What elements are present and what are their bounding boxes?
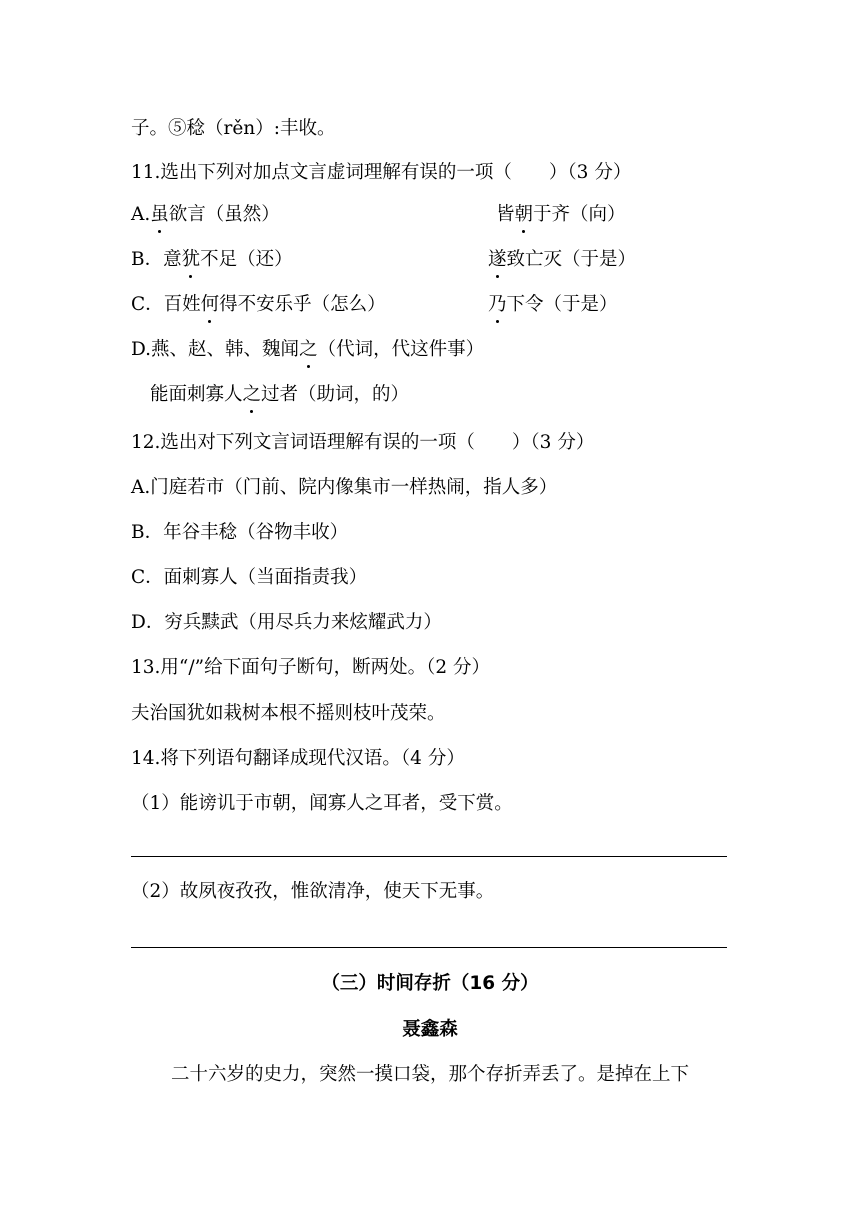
q11-option-a-second: 皆朝于齐（向） <box>496 204 626 225</box>
question-14: 14.将下列语句翻译成现代汉语。（4 分） <box>131 748 465 769</box>
emphasis-dot-char: 虽 <box>150 204 169 225</box>
q14-item-1: （1）能谤讥于市朝，闻寡人之耳者，受下赏。 <box>131 793 513 814</box>
q11-option-a: A.虽欲言（虽然） <box>131 204 280 225</box>
q12-option-a: A.门庭若市（门前、院内像集市一样热闹，指人多） <box>131 477 558 498</box>
answer-line-2 <box>131 947 727 948</box>
q13-sentence: 夫治国犹如栽树本根不摇则枝叶茂荣。 <box>131 703 446 724</box>
q12-option-c: C．面刺寡人（当面指责我） <box>131 567 368 588</box>
author-name: 聂鑫森 <box>402 1019 458 1040</box>
emphasis-dot-char: 朝 <box>514 204 534 225</box>
q14-item-2: （2）故夙夜孜孜，惟欲清净，使天下无事。 <box>131 881 495 902</box>
footnote-line: 子。⑤稔（rěn）:丰收。 <box>131 118 336 139</box>
q11-option-d-second: 能面刺寡人之过者（助词，的） <box>150 384 410 405</box>
emphasis-dot-char: 何 <box>200 294 220 315</box>
emphasis-dot-char: 之 <box>299 339 318 360</box>
emphasis-dot-char: 乃 <box>488 294 507 315</box>
q11-option-b: B．意犹不足（还） <box>131 249 293 270</box>
emphasis-dot-char: 遂 <box>488 249 507 270</box>
q11-option-d: D.燕、赵、韩、魏闻之（代词，代这件事） <box>131 339 485 360</box>
question-13: 13.用“/”给下面句子断句，断两处。（2 分） <box>131 657 490 678</box>
q11-option-c: C．百姓何得不安乐乎（怎么） <box>131 294 386 315</box>
section-heading: （三）时间存折（16 分） <box>321 973 539 994</box>
q12-option-b: B．年谷丰稔（谷物丰收） <box>131 522 349 543</box>
question-12: 12.选出对下列文言词语理解有误的一项（ ）（3 分） <box>131 432 595 453</box>
q11-option-b-second: 遂致亡灭（于是） <box>488 249 637 270</box>
emphasis-dot-char: 之 <box>242 384 262 405</box>
question-11: 11.选出下列对加点文言虚词理解有误的一项（ ）（3 分） <box>131 162 632 183</box>
story-paragraph: 二十六岁的史力，突然一摸口袋，那个存折弄丢了。是掉在上下 <box>171 1064 690 1085</box>
answer-line-1 <box>131 856 727 857</box>
q11-option-c-second: 乃下令（于是） <box>488 294 618 315</box>
q12-option-d: D．穷兵黩武（用尽兵力来炫耀武力） <box>131 612 442 633</box>
emphasis-dot-char: 犹 <box>181 249 201 270</box>
